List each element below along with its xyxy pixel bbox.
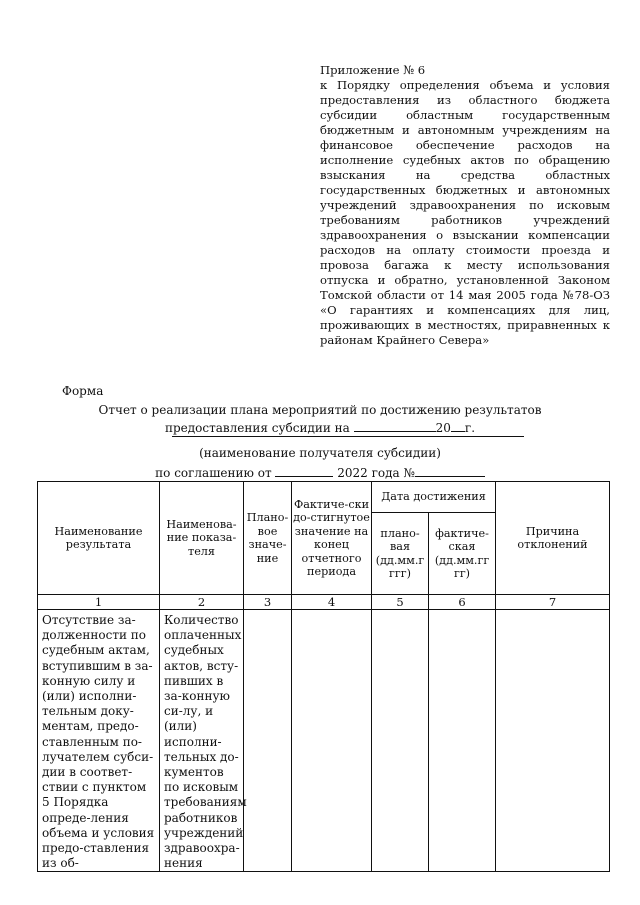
agreement-line <box>0 465 640 480</box>
column-number: 5 <box>372 595 429 610</box>
column-number: 7 <box>496 595 610 610</box>
header-planned-value: Плано-вое значе-ние <box>244 482 292 595</box>
result-text: Отсутствие за-долженности по судебным актам, вступившим в за-конную силу и (или) исполни-тельным доку-ментам, предо-ставленным по-лучателем субси-дии в соответ-ствии с пунктом 5 Порядка опреде-ления объема и условия предо-ставления из об- <box>42 613 155 871</box>
blank-line <box>354 420 436 432</box>
report-table <box>37 481 610 872</box>
cell-actual <box>292 610 372 872</box>
cell-indicator <box>160 610 247 872</box>
header-date-planned: плано-вая (дд.мм.г ггг) <box>372 513 429 595</box>
title-suffix: г. <box>464 421 476 435</box>
blank-line <box>275 465 333 477</box>
title-prefix: предоставления субсидии на <box>164 421 350 435</box>
header-actual-value: Фактиче-ски до-стигнутое значение на конец отчетного периода <box>292 482 372 595</box>
cell-reason <box>496 610 610 872</box>
report-title-line2 <box>0 420 640 435</box>
cell-date-planned <box>372 610 429 872</box>
cell-date-actual <box>429 610 496 872</box>
cell-planned <box>244 610 292 872</box>
indicator-text: Количество оплаченных судебных актов, всту-пивших в за-конную си-лу, и (или) исполни-тельных до-кументов по исковым требованиям работников учреждений здравоохра-нения <box>164 613 247 871</box>
agreement-prefix: по соглашению от <box>155 466 272 480</box>
header-deviation-reason: Причина отклонений <box>496 482 610 595</box>
appendix-title: Приложение № 6 <box>320 63 426 77</box>
header-date-actual: фактиче-ская (дд.мм.гг гг) <box>429 513 496 595</box>
form-label: Форма <box>62 384 104 398</box>
recipient-line <box>172 436 524 437</box>
table-row <box>38 610 610 872</box>
agreement-year: 2022 года № <box>337 466 415 480</box>
blank-line <box>451 420 465 432</box>
title-year: 20 <box>435 421 451 435</box>
report-title-line1: Отчет о реализации плана мероприятий по достижению результатов <box>98 403 542 417</box>
column-number: 6 <box>429 595 496 610</box>
header-result-name: Наименование результата <box>38 482 160 595</box>
column-number: 4 <box>292 595 372 610</box>
appendix-block <box>320 63 610 348</box>
cell-result <box>38 610 160 872</box>
column-number: 3 <box>244 595 292 610</box>
column-number: 1 <box>38 595 160 610</box>
blank-line <box>415 465 485 477</box>
appendix-body: к Порядку определения объема и условия предоставления из областного бюджета субсидии областным государственным бюджетным и автономным учреждениям на финансовое обеспечение расходов на исполнение судебных актов по обращению взыскания на средства областных государственных бюджетных и автономных учреждений здравоохранения по исковым требованиям работников учреждений здравоохранения о взыскании компенсации расходов на оплату стоимости проезда и провоза багажа к месту использования отпуска и обратно, установленной Законом Томской области от 14 мая 2005 года №78-ОЗ «О гарантиях и компенсациях для лиц, проживающих в местностях, приравненных к районам Крайнего Севера» <box>320 78 610 347</box>
header-achievement-date: Дата достижения <box>372 482 496 513</box>
header-indicator-name: Наименова-ние показа-теля <box>160 482 244 595</box>
recipient-caption: (наименование получателя субсидии) <box>199 446 441 460</box>
column-number: 2 <box>160 595 244 610</box>
